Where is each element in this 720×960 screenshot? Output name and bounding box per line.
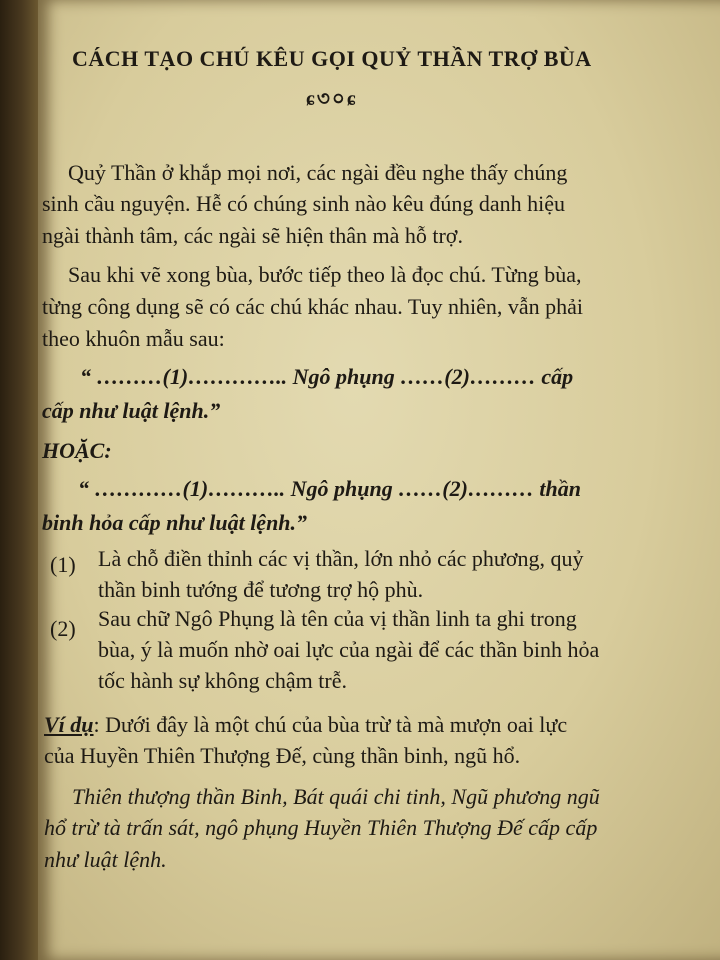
para2-line3: theo khuôn mẫu sau: (42, 326, 225, 351)
note2-number: (2) (50, 616, 76, 641)
example-line1 (44, 710, 567, 740)
note1-number: (1) (50, 552, 76, 577)
note2-line3: tốc hành sự không chậm trễ. (98, 668, 347, 693)
formula1-line1: “ ………(1)………….. Ngô phụng ……(2)……… cấp (80, 364, 574, 389)
formula1-line2: cấp như luật lệnh.” (42, 398, 221, 423)
note2-line1: Sau chữ Ngô Phụng là tên của vị thần linh ta ghi trong (98, 606, 577, 631)
book-page (38, 0, 720, 960)
page-title: CÁCH TẠO CHÚ KÊU GỌI QUỶ THẦN TRỢ BÙA (72, 46, 592, 71)
example-label: Ví dụ (44, 712, 94, 737)
example-line2: của Huyền Thiên Thượng Đế, cùng thần binh, ngũ hổ. (44, 743, 521, 768)
note1-line2: thần binh tướng để tương trợ hộ phù. (98, 577, 424, 602)
note1-line1: Là chỗ điền thỉnh các vị thần, lớn nhỏ các phương, quỷ (98, 546, 584, 571)
para1-line2: sinh cầu nguyện. Hễ có chúng sinh nào kêu đúng danh hiệu (42, 191, 565, 216)
para2-line2: từng công dụng sẽ có các chú khác nhau. Tuy nhiên, vẫn phải (42, 294, 584, 319)
chant-line2: hổ trừ tà trấn sát, ngô phụng Huyền Thiên Thượng Đế cấp cấp (44, 815, 598, 840)
note2-line2: bùa, ý là muốn nhờ oai lực của ngài để các thần binh hỏa (98, 637, 600, 662)
chant-line1: Thiên thượng thần Binh, Bát quái chi tinh, Ngũ phương ngũ (72, 784, 600, 809)
book-spine-shadow (0, 0, 38, 960)
or-label: HOẶC: (42, 438, 112, 463)
formula2-line2: binh hỏa cấp như luật lệnh.” (42, 510, 308, 535)
title-ornament: ɕ৩০ɕ (306, 88, 358, 110)
para2-line1: Sau khi vẽ xong bùa, bước tiếp theo là đọc chú. Từng bùa, (68, 262, 582, 287)
formula2-line1: “ …………(1)……….. Ngô phụng ……(2)……… thần (78, 476, 581, 501)
para1-line1: Quỷ Thần ở khắp mọi nơi, các ngài đều nghe thấy chúng (68, 160, 568, 185)
chant-line3: như luật lệnh. (44, 847, 167, 872)
example-line1-text: : Dưới đây là một chú của bùa trừ tà mà mượn oai lực (93, 712, 568, 737)
para1-line3: ngài thành tâm, các ngài sẽ hiện thân mà hỗ trợ. (42, 223, 463, 248)
